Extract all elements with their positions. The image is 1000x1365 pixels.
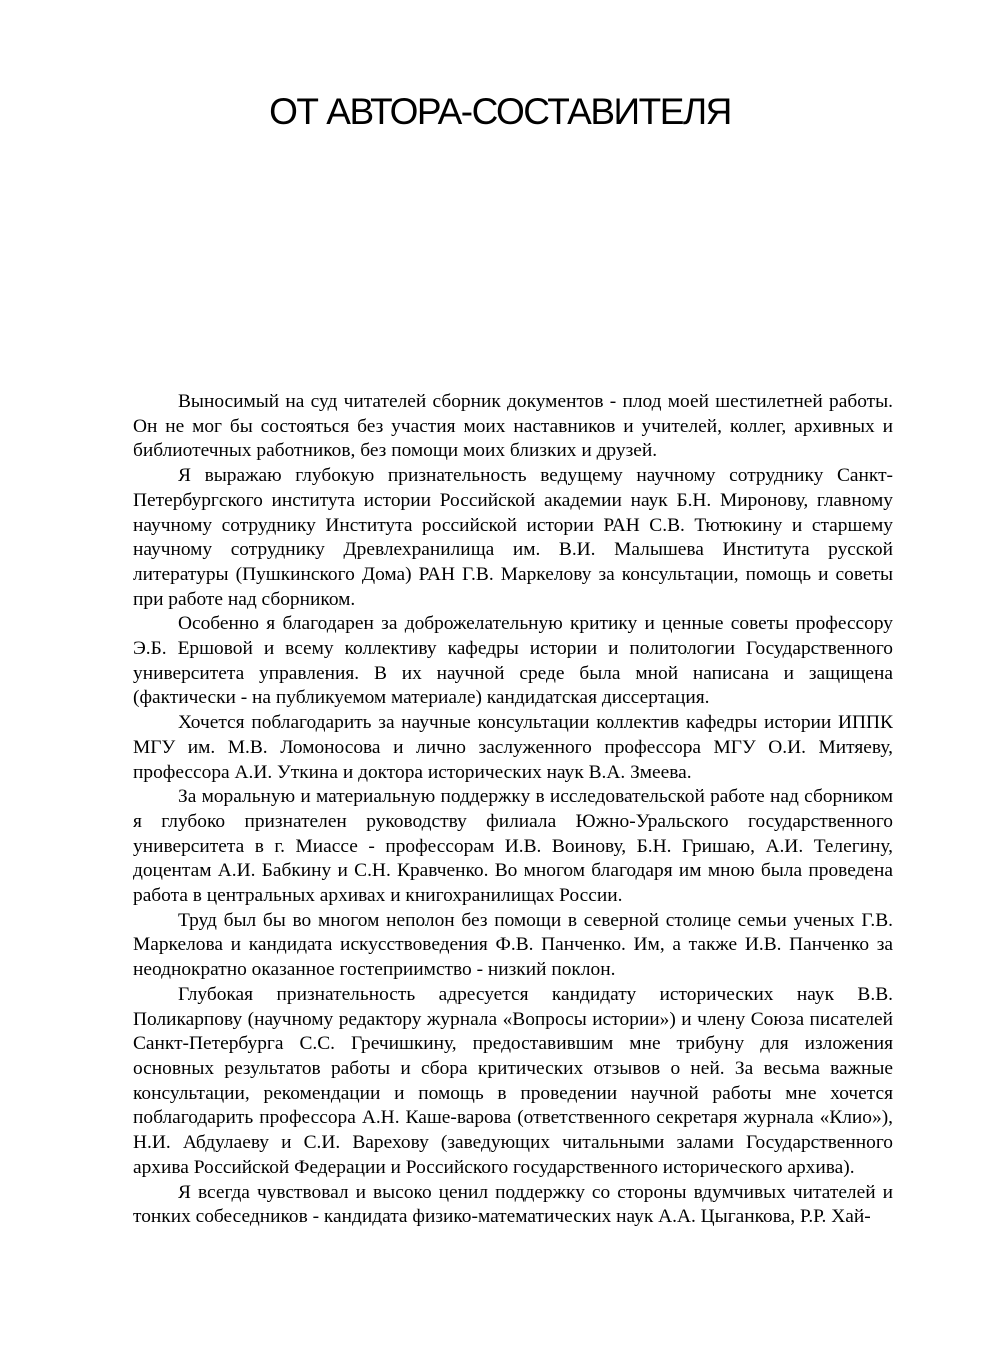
paragraph: Хочется поблагодарить за научные консультации коллектив кафедры истории ИППК МГУ им. М.В. Ломоносова и лично заслуженного профессора МГУ О.И. Митяеву, профессора А.И. Уткина и доктора исторических наук В.А. Змеева. <box>133 712 893 783</box>
paragraph: За моральную и материальную поддержку в исследовательской работе над сборником я глубоко признателен руководству филиала Южно-Уральского государственного университета в г. Миассе - профессорам И.В. Воинову, Б.Н. Гришаю, А.И. Телегину, доцентам А.И. Бабкину и С.Н. Кравченко. Во многом благодаря им мною была проведена работа в центральных архивах и книгохранилищах России. <box>133 786 893 907</box>
paragraph: Я выражаю глубокую признательность ведущему научному сотруднику Санкт-Петербургского института истории Российской академии наук Б.Н. Миронову, главному научному сотруднику Института российской истории РАН С.В. Тютюкину и старшему научному сотруднику Древлехранилища им. В.И. Малышева Института русской литературы (Пушкинского Дома) РАН Г.В. Маркелову за консультации, помощь и советы при работе над сборником. <box>133 465 893 610</box>
paragraph: Особенно я благодарен за доброжелательную критику и ценные советы профессору Э.Б. Ершовой и всему коллективу кафедры истории и политологии Государственного университета управления. В их научной среде была мной написана и защищена (фактически - на публикуемом материале) кандидатская диссертация. <box>133 613 893 709</box>
paragraph: Труд был бы во многом неполон без помощи в северной столице семьи ученых Г.В. Маркелова и кандидата искусствоведения Ф.В. Панченко. Им, а также И.В. Панченко за неоднократно оказанное гостеприимство - низкий поклон. <box>133 909 893 981</box>
paragraph: Я всегда чувствовал и высоко ценил поддержку со стороны вдумчивых читателей и тонких собеседников - кандидата физико-математических наук А.А. Цыганкова, Р.Р. Хай- <box>133 1181 893 1228</box>
page-title: ОТ АВТОРА-СОСТАВИТЕЛЯ <box>269 91 731 132</box>
body-text <box>133 390 893 1230</box>
paragraph: Выносимый на суд читателей сборник документов - плод моей шестилетней работы. Он не мог бы состояться без участия моих наставников и учителей, коллег, архивных и библиотечных работников, без помощи моих близких и друзей. <box>133 391 893 462</box>
paragraph: Глубокая признательность адресуется кандидату исторических наук В.В. Поликарпову (научному редактору журнала «Вопросы истории») и члену Союза писателей Санкт-Петербурга С.С. Гречишкину, предоставившим мне трибуну для изложения основных результатов работы и сбора критических отзывов о ней. За весьма важные консультации, рекомендации и помощь в проведении научной работы мне хочется поблагодарить профессора А.Н. Каше-варова (ответственного секретаря журнала «Клио»), Н.И. Абдулаеву и С.И. Варехову (заведующих читальными залами Государственного архива Российской Федерации и Российского государственного исторического архива). <box>133 983 893 1178</box>
